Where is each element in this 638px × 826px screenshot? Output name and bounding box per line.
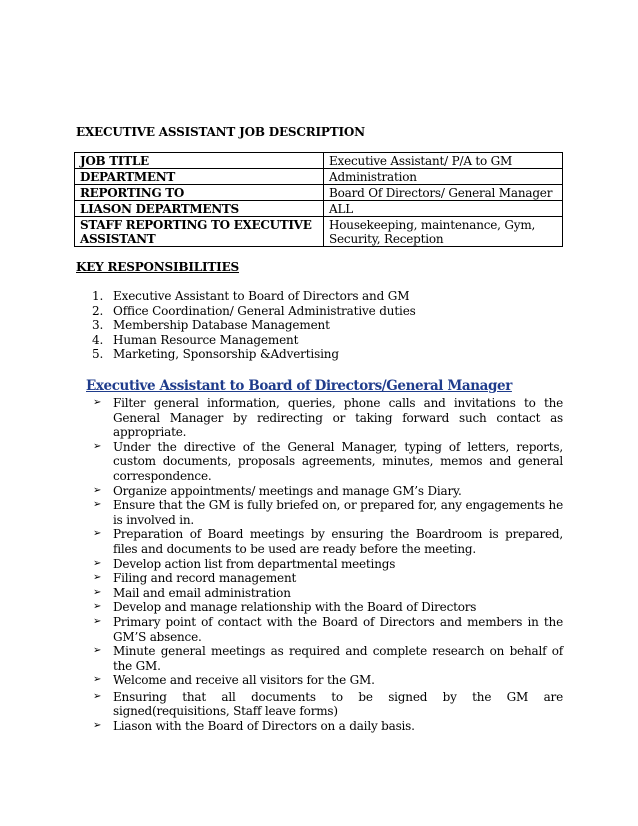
arrow-bullet-icon: ➢: [93, 397, 102, 408]
section-heading: Executive Assistant to Board of Directors/General Manager: [86, 378, 512, 394]
table-row: [75, 217, 563, 247]
staff-reporting-label: STAFF REPORTING TO EXECUTIVE ASSISTANT: [75, 217, 324, 247]
key-responsibilities-list: [84, 289, 416, 362]
department-label: DEPARTMENT: [75, 169, 324, 185]
table-row: [75, 153, 563, 169]
duty-text: Primary point of contact with the Board of Directors and members in the GM’S absence.: [113, 614, 563, 644]
duty-text: Liason with the Board of Directors on a daily basis.: [113, 719, 415, 734]
list-item: [93, 719, 563, 734]
key-responsibilities-heading: KEY RESPONSIBILITIES: [76, 260, 239, 274]
liaison-departments-value: ALL: [324, 201, 563, 217]
list-item: [93, 644, 563, 673]
staff-reporting-value: Housekeeping, maintenance, Gym, Security, Reception: [324, 217, 563, 247]
duty-text: Mail and email administration: [113, 585, 291, 600]
table-row: [75, 201, 563, 217]
duty-text: Develop action list from departmental meetings: [113, 556, 396, 571]
job-title-value: Executive Assistant/ P/A to GM: [324, 153, 563, 169]
list-item: [93, 396, 563, 440]
reporting-to-label: REPORTING TO: [75, 185, 324, 201]
list-item: [84, 304, 416, 319]
document-title: EXECUTIVE ASSISTANT JOB DESCRIPTION: [76, 125, 365, 139]
list-number: 2.: [92, 303, 104, 318]
table-row: [75, 169, 563, 185]
job-title-label: JOB TITLE: [75, 153, 324, 169]
arrow-bullet-icon: ➢: [93, 484, 102, 496]
arrow-bullet-icon: ➢: [93, 690, 102, 702]
duty-text: Organize appointments/ meetings and manage GM’s Diary.: [113, 483, 462, 498]
list-item-text: Executive Assistant to Board of Directors and GM: [113, 289, 410, 303]
reporting-to-value: Board Of Directors/ General Manager: [324, 185, 563, 201]
list-item: [93, 557, 563, 572]
duty-text: Ensuring that all documents to be signed by the GM are signed(requisitions, Staff leave forms): [113, 689, 563, 719]
arrow-bullet-icon: ➢: [93, 674, 102, 686]
arrow-bullet-icon: ➢: [93, 645, 102, 657]
list-item: [93, 690, 563, 719]
list-item: [93, 615, 563, 644]
list-item-text: Human Resource Management: [113, 332, 299, 347]
duty-text: Minute general meetings as required and complete research on behalf of the GM.: [113, 644, 563, 673]
list-number: 5.: [92, 347, 104, 361]
liaison-departments-label: LIASON DEPARTMENTS: [75, 201, 324, 217]
list-item: [93, 484, 563, 499]
arrow-bullet-icon: ➢: [93, 615, 102, 627]
arrow-bullet-icon: ➢: [93, 557, 102, 569]
list-number: 1.: [92, 289, 104, 303]
arrow-bullet-icon: ➢: [93, 440, 102, 452]
department-value: Administration: [324, 169, 563, 185]
list-item: [84, 347, 416, 362]
duty-text: Ensure that the GM is fully briefed on, or prepared for, any engagements he is involved in.: [113, 498, 563, 527]
list-item: [84, 333, 416, 348]
list-item: [93, 498, 563, 527]
list-item: [93, 571, 563, 586]
list-item: [93, 527, 563, 556]
list-number: 4.: [92, 332, 104, 347]
list-item: [84, 289, 416, 304]
table-row: [75, 185, 563, 201]
list-number: 3.: [92, 318, 104, 332]
duties-list: [93, 396, 563, 734]
list-item-text: Marketing, Sponsorship &Advertising: [113, 347, 339, 361]
duty-text: Develop and manage relationship with the Board of Directors: [113, 600, 477, 615]
arrow-bullet-icon: ➢: [93, 572, 102, 584]
duty-text: Preparation of Board meetings by ensuring the Boardroom is prepared, files and documents to be used are ready before the meeting.: [113, 527, 563, 556]
list-item: [93, 440, 563, 484]
duty-text: Welcome and receive all visitors for the GM.: [113, 673, 375, 688]
duty-text: Filter general information, queries, phone calls and invitations to the General Manager by redirecting or taking forward such contact as appropriate.: [113, 396, 563, 440]
job-info-table: [74, 152, 563, 247]
list-item: [93, 673, 563, 688]
list-item: [93, 586, 563, 601]
list-item: [93, 600, 563, 615]
arrow-bullet-icon: ➢: [93, 528, 102, 540]
arrow-bullet-icon: ➢: [93, 720, 102, 732]
duty-text: Under the directive of the General Manager, typing of letters, reports, custom documents, proposals agreements, minutes, memos and general correspondence.: [113, 439, 563, 483]
arrow-bullet-icon: ➢: [93, 601, 102, 613]
list-item: [84, 318, 416, 333]
arrow-bullet-icon: ➢: [93, 586, 102, 598]
arrow-bullet-icon: ➢: [93, 499, 102, 511]
list-item-text: Office Coordination/ General Administrative duties: [113, 303, 416, 318]
duty-text: Filing and record management: [113, 571, 297, 586]
list-item-text: Membership Database Management: [113, 318, 330, 332]
